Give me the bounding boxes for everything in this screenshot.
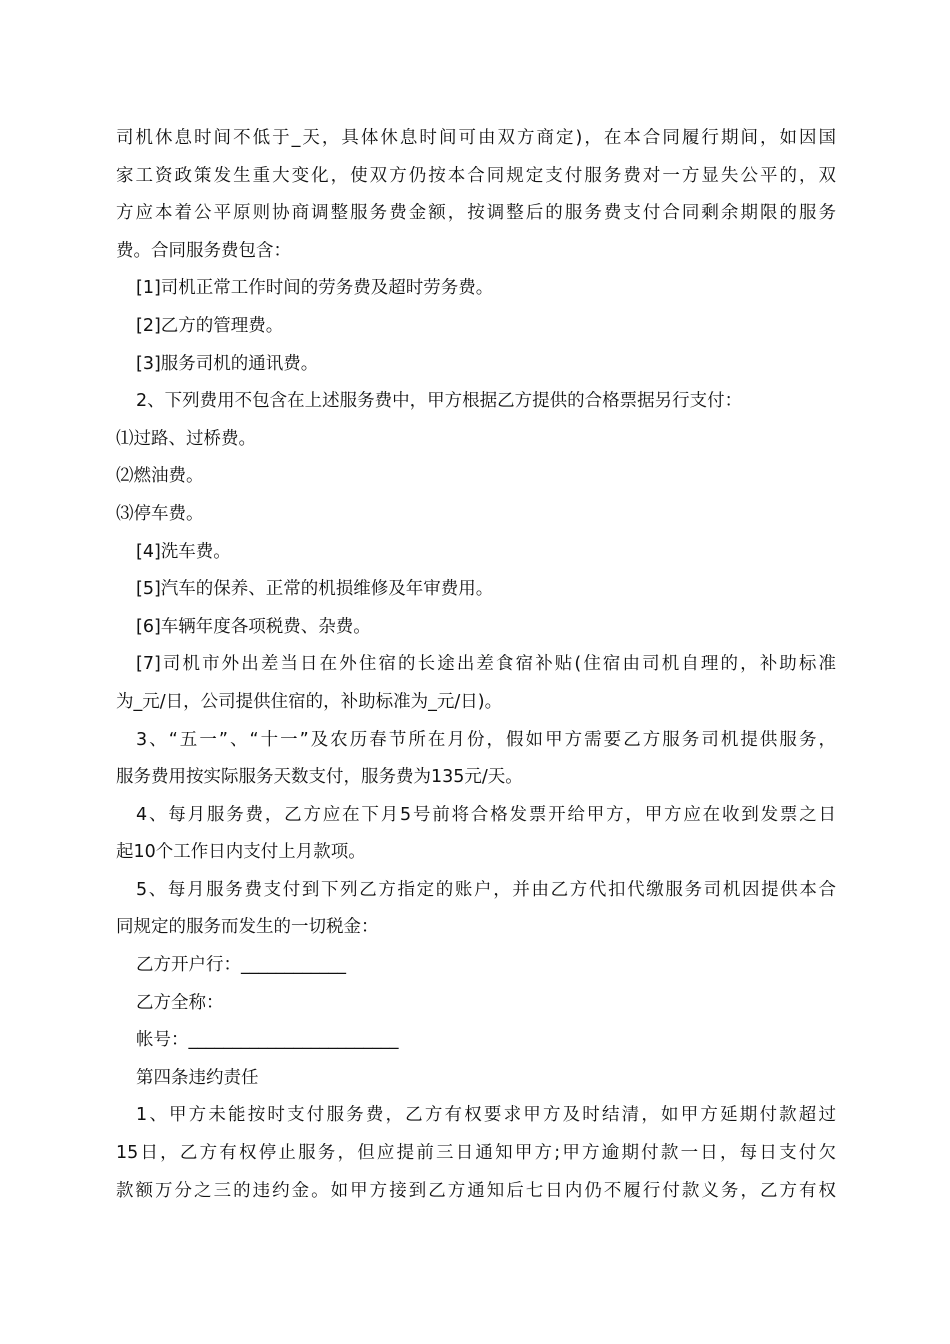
text-line-content: [1]司机正常工作时间的劳务费及超时劳务费。 xyxy=(136,278,494,299)
text-line-content: [6]车辆年度各项税费、杂费。 xyxy=(136,616,371,637)
text-line-content: 同规定的服务而发生的一切税金： xyxy=(116,917,379,938)
text-line-content: 司机休息时间不低于_天，具体休息时间可由双方商定)，在本合同履行期间，如因国 xyxy=(116,128,836,148)
text-line-content: 3、“五一”、“十一”及农历春节所在月份，假如甲方需要乙方服务司机提供服务， xyxy=(136,729,836,750)
text-line xyxy=(116,872,836,910)
text-line xyxy=(116,834,836,872)
text-line-content: 2、下列费用不包含在上述服务费中，甲方根据乙方提供的合格票据另行支付： xyxy=(136,391,743,412)
text-line xyxy=(116,158,836,196)
text-line-content: [4]洗车费。 xyxy=(136,541,231,562)
text-line-content: 5、每月服务费支付到下列乙方指定的账户，并由乙方代扣代缴服务司机因提供本合 xyxy=(136,879,836,900)
bank-label: 乙方开户行： xyxy=(136,955,241,976)
text-line xyxy=(116,1173,836,1211)
text-line xyxy=(116,797,836,835)
text-line xyxy=(116,270,836,308)
text-line-content: 费。合同服务费包含： xyxy=(116,240,291,261)
text-line xyxy=(116,571,836,609)
document-page xyxy=(116,120,836,1210)
text-line xyxy=(116,609,836,647)
text-line-content: 起10个工作日内支付上月款项。 xyxy=(116,842,366,863)
bank-blank: ____________ xyxy=(241,955,346,976)
text-line xyxy=(116,759,836,797)
text-line-content: 4、每月服务费，乙方应在下月5号前将合格发票开给甲方，甲方应在收到发票之日 xyxy=(136,804,836,825)
text-line-content: ⑵燃油费。 xyxy=(116,466,204,487)
fullname-line xyxy=(116,985,836,1023)
text-line xyxy=(116,722,836,760)
text-line-content: 15日，乙方有权停止服务，但应提前三日通知甲方;甲方逾期付款一日，每日支付欠 xyxy=(116,1143,836,1164)
text-line xyxy=(116,646,836,684)
contract-body xyxy=(116,120,836,947)
text-line xyxy=(116,120,836,158)
text-line-content: 1、甲方未能按时支付服务费，乙方有权要求甲方及时结清，如甲方延期付款超过 xyxy=(136,1105,836,1126)
text-line xyxy=(116,308,836,346)
text-line xyxy=(116,195,836,233)
text-line-content: [2]乙方的管理费。 xyxy=(136,315,284,336)
text-line-content: 家工资政策发生重大变化，使双方仍按本合同规定支付服务费对一方显失公平的，双 xyxy=(116,165,836,186)
text-line-content: [3]服务司机的通讯费。 xyxy=(136,353,319,374)
text-line-content: 方应本着公平原则协商调整服务费金额，按调整后的服务费支付合同剩余期限的服务 xyxy=(116,203,836,224)
text-line xyxy=(116,534,836,572)
text-line xyxy=(116,496,836,534)
text-line xyxy=(116,421,836,459)
text-line xyxy=(116,684,836,722)
text-line xyxy=(116,458,836,496)
text-line-content: 服务费用按实际服务天数支付，服务费为135元/天。 xyxy=(116,767,523,788)
text-line xyxy=(116,1135,836,1173)
account-blank: ________________________ xyxy=(188,1030,399,1051)
text-line xyxy=(116,346,836,384)
text-line xyxy=(116,909,836,947)
text-line-content: 款额万分之三的违约金。如甲方接到乙方通知后七日内仍不履行付款义务，乙方有权 xyxy=(116,1180,836,1201)
text-line-content: 为_元/日，公司提供住宿的，补助标准为_元/日)。 xyxy=(116,691,503,712)
text-line xyxy=(116,1097,836,1135)
fullname-label: 乙方全称： xyxy=(136,992,224,1013)
text-line-content: ⑴过路、过桥费。 xyxy=(116,428,256,449)
text-line-content: ⑶停车费。 xyxy=(116,503,204,524)
account-label: 帐号： xyxy=(136,1030,189,1051)
section-title: 第四条违约责任 xyxy=(136,1067,259,1088)
text-line-content: [5]汽车的保养、正常的机损维修及年审费用。 xyxy=(136,579,494,600)
account-line xyxy=(116,1022,836,1060)
bank-line xyxy=(116,947,836,985)
breach-clause xyxy=(116,1097,836,1210)
text-line xyxy=(116,233,836,271)
text-line-content: [7]司机市外出差当日在外住宿的长途出差食宿补贴(住宿由司机自理的，补助标准 xyxy=(136,654,836,675)
text-line xyxy=(116,383,836,421)
